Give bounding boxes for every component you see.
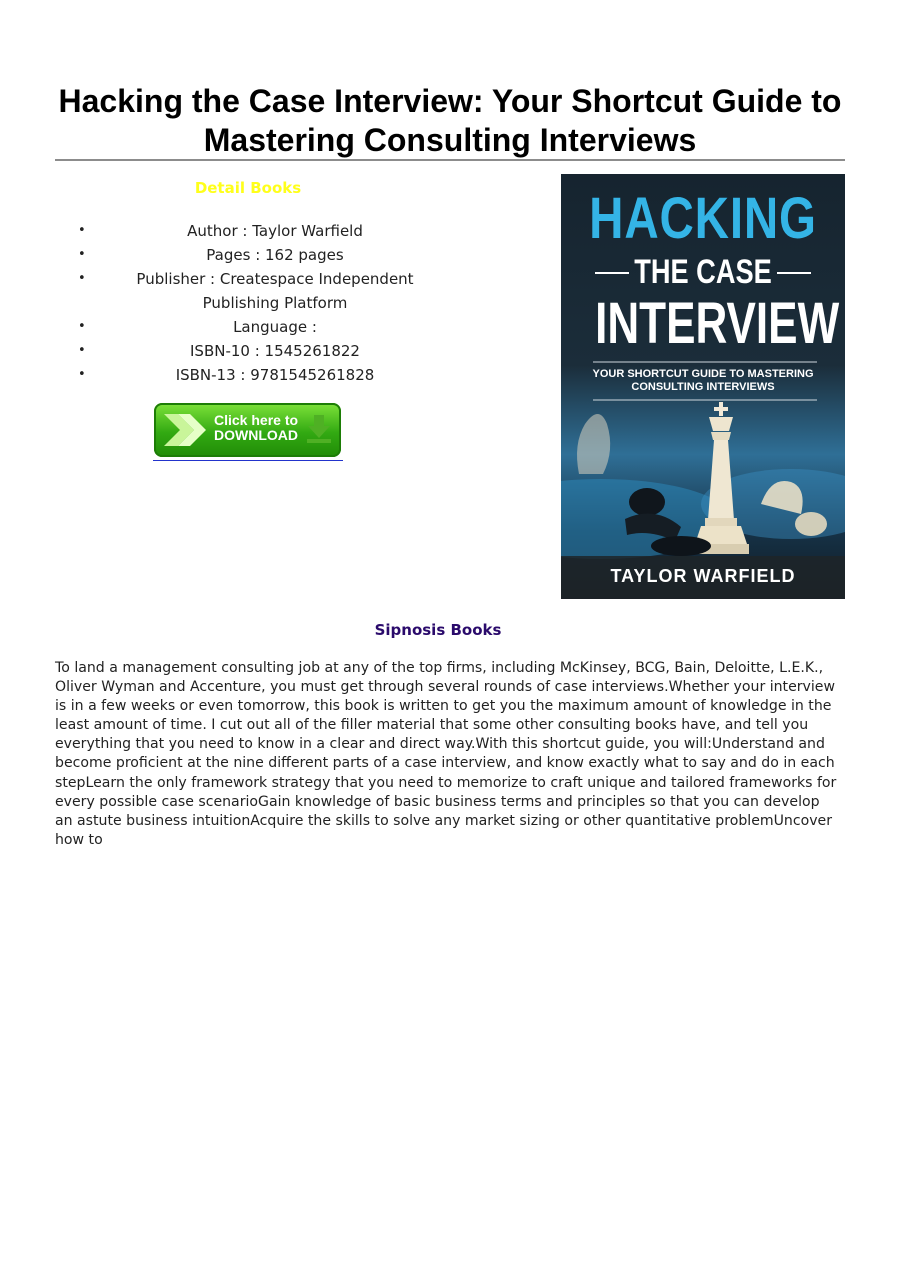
sipnosis-heading: Sipnosis Books <box>374 621 502 639</box>
title-divider <box>55 159 845 161</box>
book-cover <box>561 174 845 599</box>
page-title: Hacking the Case Interview: Your Shortcut Guide to Mastering Consulting Interviews <box>58 83 842 158</box>
cover-author: TAYLOR WARFIELD <box>610 566 796 586</box>
detail-books-heading: Detail Books <box>194 179 302 197</box>
bullet-icon: • <box>78 223 86 238</box>
download-button[interactable] <box>154 403 341 457</box>
detail-item-isbn13 <box>78 363 452 387</box>
download-label-line1: Click here to <box>214 412 299 428</box>
detail-item-publisher <box>78 267 452 315</box>
detail-list <box>78 219 452 387</box>
bullet-icon: • <box>78 319 86 334</box>
bullet-icon: • <box>78 343 86 358</box>
download-link[interactable] <box>153 403 343 461</box>
cover-title-line1: HACKING <box>589 186 817 251</box>
bullet-icon: • <box>78 247 86 262</box>
detail-item-author <box>78 219 452 243</box>
cover-subtitle: YOUR SHORTCUT GUIDE TO MASTERING CONSULTING INTERVIEWS <box>592 368 814 393</box>
bullet-icon: • <box>78 271 86 286</box>
cover-title-line3: INTERVIEW <box>595 291 840 356</box>
bullet-icon: • <box>78 367 86 382</box>
download-arrow-icon <box>306 414 332 444</box>
detail-text: Language : <box>233 318 317 336</box>
download-label-line2: DOWNLOAD <box>214 427 298 443</box>
detail-text: Publisher : Createspace Independent Publishing Platform <box>136 270 414 312</box>
detail-text: ISBN-13 : 9781545261828 <box>175 366 375 384</box>
detail-item-pages <box>78 243 452 267</box>
detail-text: ISBN-10 : 1545261822 <box>190 342 360 360</box>
detail-text: Author : Taylor Warfield <box>187 222 363 240</box>
download-label <box>214 413 314 443</box>
synopsis-text: To land a management consulting job at any of the top firms, including McKinsey, BCG, Bain, Deloitte, L.E.K., Oliver Wyman and Accenture, you must get through several rounds of case interviews.Whether your interview is in a few weeks or even tomorrow, this book is written to get you the maximum amount of knowledge in the least amount of time. I cut out all of the filler material that some other consulting books have, and tell you everything that you need to know in a clear and direct way.With this shortcut guide, you will:Understand and become proficient at the nine different parts of a case interview, and know exactly what to say and do in each stepLearn the only framework strategy that you need to memorize to craft unique and tailored frameworks for every possible case scenarioGain knowledge of basic business terms and principles so that you can develop an astute business intuitionAcquire the skills to solve any market sizing or other quantitative problemUncover how to <box>55 660 837 848</box>
detail-item-isbn10 <box>78 339 452 363</box>
detail-item-language <box>78 315 452 339</box>
cover-title-line2: THE CASE <box>634 253 772 291</box>
double-chevron-right-icon <box>162 412 210 448</box>
detail-text: Pages : 162 pages <box>206 246 344 264</box>
